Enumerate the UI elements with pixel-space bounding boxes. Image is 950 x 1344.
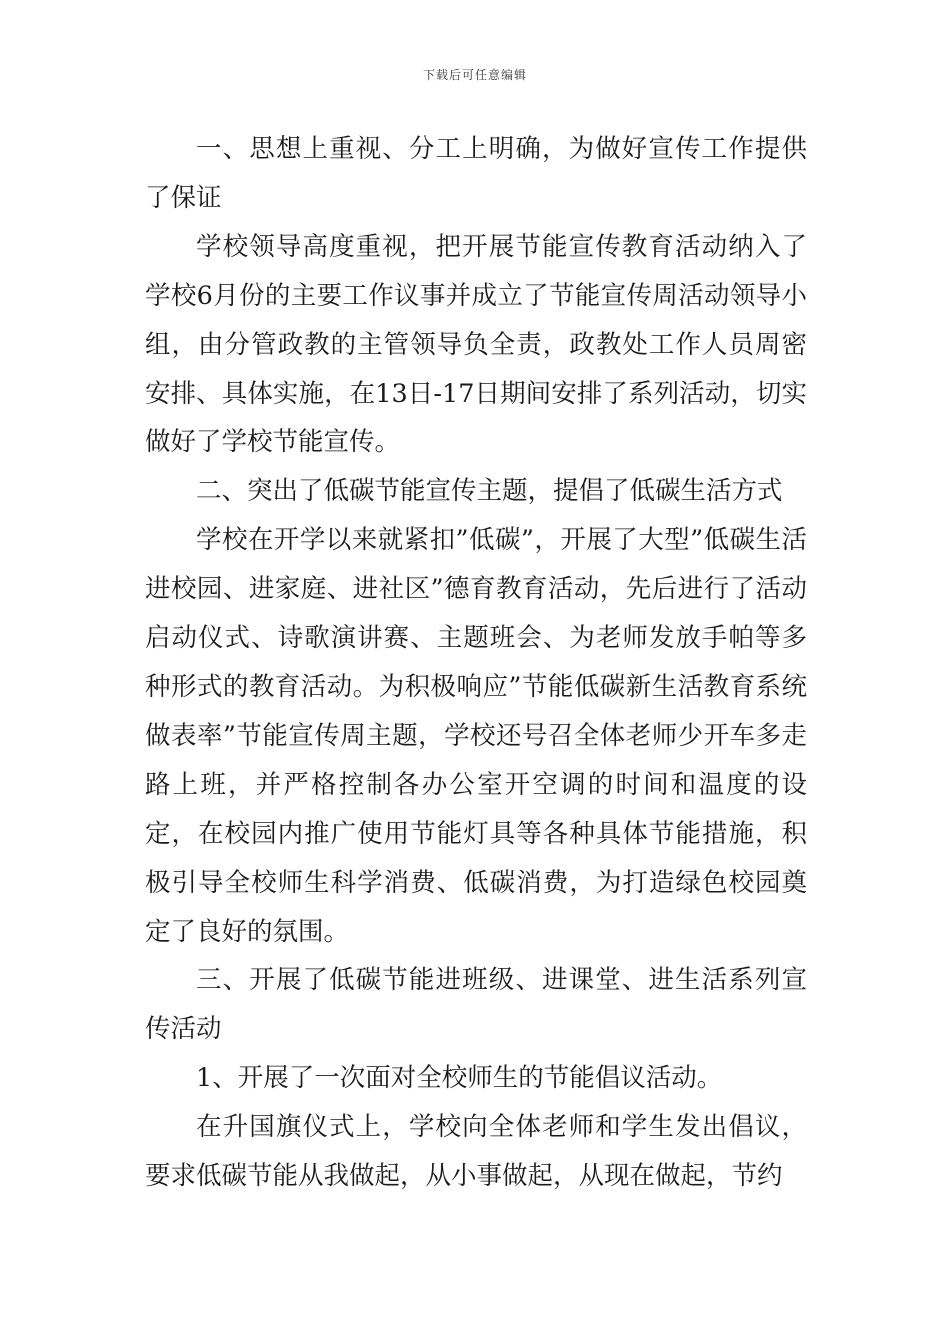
section-heading-3: 三、开展了低碳节能进班级、进课堂、进生活系列宣传活动 [145,965,807,1045]
sub-item-1: 1、开展了一次面对全校师生的节能倡议活动。 [196,1063,723,1094]
header-note: 下载后可任意编辑 [422,68,527,82]
paragraph-2: 学校在开学以来就紧扣”低碳”，开展了大型”低碳生活进校园、进家庭、进社区”德育教育活动，先后进行了活动启动仪式、诗歌演讲赛、主题班会、为老师发放手帕等多种形式的教育活动。为积极响应”节能低碳新生活教育系统做表率”节能宣传周主题，学校还号召全体老师少开车多走路上班，并严格控制各办公室开空调的时间和温度的设定，在校园内推广使用节能灯具等各种具体节能措施，积极引导全校师生科学消费、低碳消费，为打造绿色校园奠定了良好的氛围。 [145,525,807,947]
section-heading-1: 一、思想上重视、分工上明确，为做好宣传工作提供了保证 [145,134,807,213]
paragraph-1: 学校领导高度重视，把开展节能宣传教育活动纳入了学校6月份的主要工作议事并成立了节能宣传周活动领导小组，由分管政教的主管领导负全责，政教处工作人员周密安排、具体实施，在13日-17日期间安排了系列活动，切实做好了学校节能宣传。 [145,231,807,458]
section-heading-2: 二、突出了低碳节能宣传主题，提倡了低碳生活方式 [196,476,783,507]
document-body [145,125,807,1201]
paragraph-3: 在升国旗仪式上，学校向全体老师和学生发出倡议，要求低碳节能从我做起，从小事做起，从现在做起，节约 [145,1112,807,1192]
